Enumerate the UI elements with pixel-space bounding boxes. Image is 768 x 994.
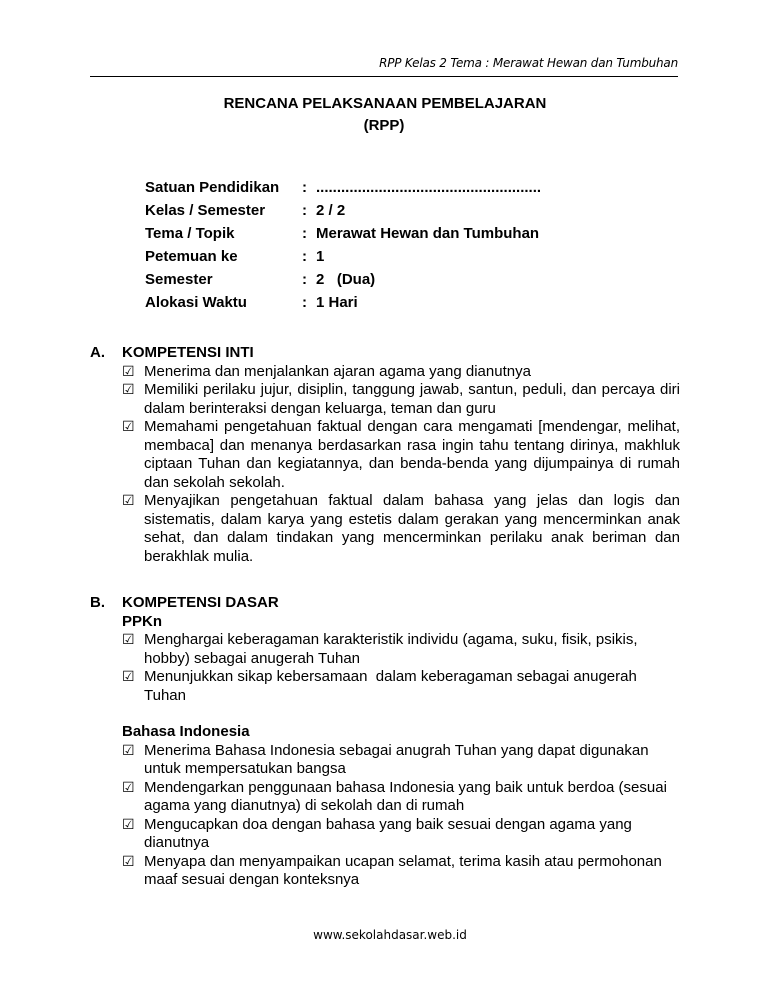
checklist-bahasa <box>90 742 680 890</box>
info-row <box>145 176 541 199</box>
checkbox-icon: ☑ <box>122 816 135 833</box>
info-value: 1 <box>316 248 325 265</box>
info-value: ...................................................... <box>316 179 542 196</box>
subject-heading-bahasa: Bahasa Indonesia <box>122 723 250 740</box>
list-item <box>122 363 680 382</box>
info-separator: : <box>302 248 307 265</box>
checklist-ppkn <box>90 631 680 705</box>
section-heading <box>90 594 680 613</box>
section-title: KOMPETENSI INTI <box>122 344 254 361</box>
info-value: 2 (Dua) <box>316 271 376 288</box>
list-item-text: Menghargai keberagaman karakteristik individu (agama, suku, fisik, psikis, hobby) sebagai anugerah Tuhan <box>144 631 638 667</box>
info-label: Satuan Pendidikan <box>145 179 280 196</box>
info-row <box>145 222 541 245</box>
list-item-text: Menerima dan menjalankan ajaran agama yang dianutnya <box>144 362 531 380</box>
checkbox-icon: ☑ <box>122 382 135 398</box>
list-item <box>122 668 680 705</box>
section-heading <box>90 344 680 363</box>
checklist <box>90 363 680 567</box>
list-item-text: Mendengarkan penggunaan bahasa Indonesia yang baik untuk berdoa (sesuai agama yang dianutnya) di sekolah dan di rumah <box>144 778 667 814</box>
list-item <box>122 492 680 566</box>
checkbox-icon: ☑ <box>122 853 135 870</box>
list-item-text: Menerima Bahasa Indonesia sebagai anugrah Tuhan yang dapat digunakan untuk mempersatukan bangsa <box>144 741 649 777</box>
footer-url: www.sekolahdasar.web.id <box>313 928 467 942</box>
section-kompetensi-inti <box>90 344 680 566</box>
info-label: Kelas / Semester <box>145 202 266 219</box>
title-line-2: (RPP) <box>363 117 405 134</box>
section-letter: A. <box>90 344 105 361</box>
list-item <box>122 853 680 890</box>
info-label: Semester <box>145 271 213 288</box>
checkbox-icon: ☑ <box>122 363 135 380</box>
document-title <box>0 93 768 137</box>
section-kompetensi-dasar <box>90 594 680 890</box>
checkbox-icon: ☑ <box>122 419 135 435</box>
info-label: Alokasi Waktu <box>145 294 247 311</box>
title-line-1: RENCANA PELAKSANAAN PEMBELAJARAN <box>223 95 547 112</box>
checkbox-icon: ☑ <box>122 493 135 509</box>
list-item-text: Memahami pengetahuan faktual dengan cara mengamati [mendengar, melihat, membaca] dan menanya berdasarkan rasa ingin tahu tentang dirinya, makhluk ciptaan Tuhan dan kegiatannya, dan benda-benda yang dijumpainya di rumah dan sekolah sekolah. <box>144 418 680 491</box>
list-item <box>122 742 680 779</box>
list-item-text: Memiliki perilaku jujur, disiplin, tanggung jawab, santun, peduli, dan percaya diri dalam berinteraksi dengan keluarga, teman dan guru <box>144 381 680 417</box>
list-item <box>122 381 680 418</box>
info-value: 1 Hari <box>316 294 358 311</box>
running-header: RPP Kelas 2 Tema : Merawat Hewan dan Tumbuhan <box>379 56 678 70</box>
list-item <box>122 631 680 668</box>
info-row <box>145 291 541 314</box>
checkbox-icon: ☑ <box>122 632 135 648</box>
info-separator: : <box>302 202 307 219</box>
section-title: KOMPETENSI DASAR <box>122 594 279 611</box>
checkbox-icon: ☑ <box>122 669 135 685</box>
list-item <box>122 779 680 816</box>
info-label: Tema / Topik <box>145 225 235 242</box>
list-item-text: Mengucapkan doa dengan bahasa yang baik sesuai dengan agama yang dianutnya <box>144 815 632 851</box>
info-separator: : <box>302 225 307 242</box>
header-rule <box>90 76 678 77</box>
info-separator: : <box>302 294 307 311</box>
checkbox-icon: ☑ <box>122 779 135 796</box>
info-separator: : <box>302 271 307 288</box>
list-item <box>122 418 680 492</box>
identity-table <box>145 176 541 314</box>
list-item-text: Menyapa dan menyampaikan ucapan selamat, terima kasih atau permohonan maaf sesuai dengan konteksnya <box>144 852 662 888</box>
info-value: 2 / 2 <box>316 202 346 219</box>
checkbox-icon: ☑ <box>122 742 135 759</box>
section-letter: B. <box>90 594 105 611</box>
info-row <box>145 199 541 222</box>
info-row <box>145 268 541 291</box>
list-item <box>122 816 680 853</box>
info-separator: : <box>302 179 307 196</box>
list-item-text: Menyajikan pengetahuan faktual dalam bahasa yang jelas dan logis dan sistematis, dalam karya yang estetis dalam gerakan yang mencerminkan anak sehat, dan dalam tindakan yang mencerminkan perilaku anak beriman dan berakhlak mulia. <box>144 492 680 565</box>
info-value: Merawat Hewan dan Tumbuhan <box>316 225 540 242</box>
info-row <box>145 245 541 268</box>
list-item-text: Menunjukkan sikap kebersamaan dalam keberagaman sebagai anugerah Tuhan <box>144 668 641 704</box>
subject-heading-ppkn: PPKn <box>122 612 163 630</box>
info-label: Petemuan ke <box>145 248 238 265</box>
